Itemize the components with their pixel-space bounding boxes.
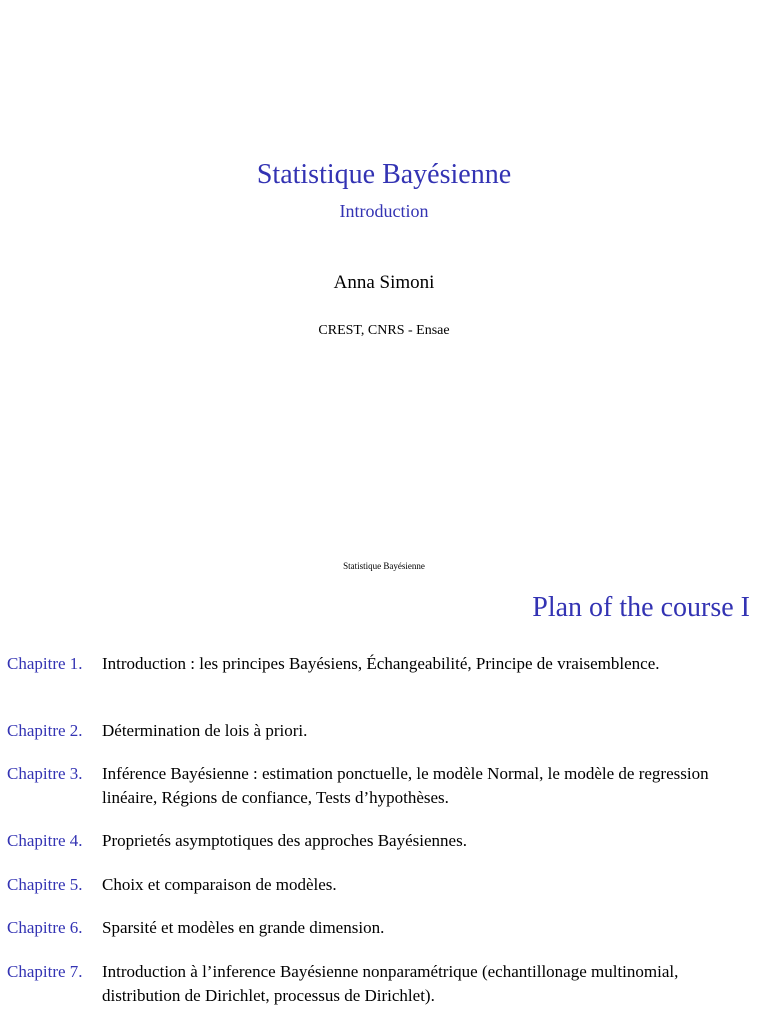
chapter-label: Chapitre 7. [7, 962, 83, 981]
chapter-label: Chapitre 3. [7, 764, 83, 783]
chapter-label: Chapitre 2. [7, 721, 83, 740]
chapter-label: Chapitre 6. [7, 918, 83, 937]
chapter-description: Choix et comparaison de modèles. [102, 875, 337, 894]
plan-title: Plan of the course I [532, 592, 750, 623]
chapter-description: Sparsité et modèles en grande dimension. [102, 918, 385, 937]
chapter-label: Chapitre 1. [7, 654, 83, 673]
chapter-description: Introduction à l’inference Bayésienne nonparamétrique (echantillonage multinomial, distribution de Dirichlet, processus de Dirichlet). [102, 962, 679, 1005]
presentation-subtitle: Introduction [339, 201, 429, 221]
chapter-description: Détermination de lois à priori. [102, 721, 308, 740]
institute: CREST, CNRS - Ensae [318, 323, 450, 338]
chapter-label: Chapitre 5. [7, 875, 83, 894]
chapter-description: Proprietés asymptotiques des approches Bayésiennes. [102, 831, 467, 850]
chapter-description: Introduction : les principes Bayésiens, Échangeabilité, Principe de vraisemblence. [102, 654, 660, 673]
slide-footer: Statistique Bayésienne [343, 561, 425, 571]
chapter-description: Inférence Bayésienne : estimation ponctuelle, le modèle Normal, le modèle de regression linéaire, Régions de confiance, Tests d’hypothèses. [102, 764, 709, 807]
author-name: Anna Simoni [333, 272, 435, 293]
presentation-title: Statistique Bayésienne [256, 159, 512, 190]
chapter-label: Chapitre 4. [7, 831, 83, 850]
